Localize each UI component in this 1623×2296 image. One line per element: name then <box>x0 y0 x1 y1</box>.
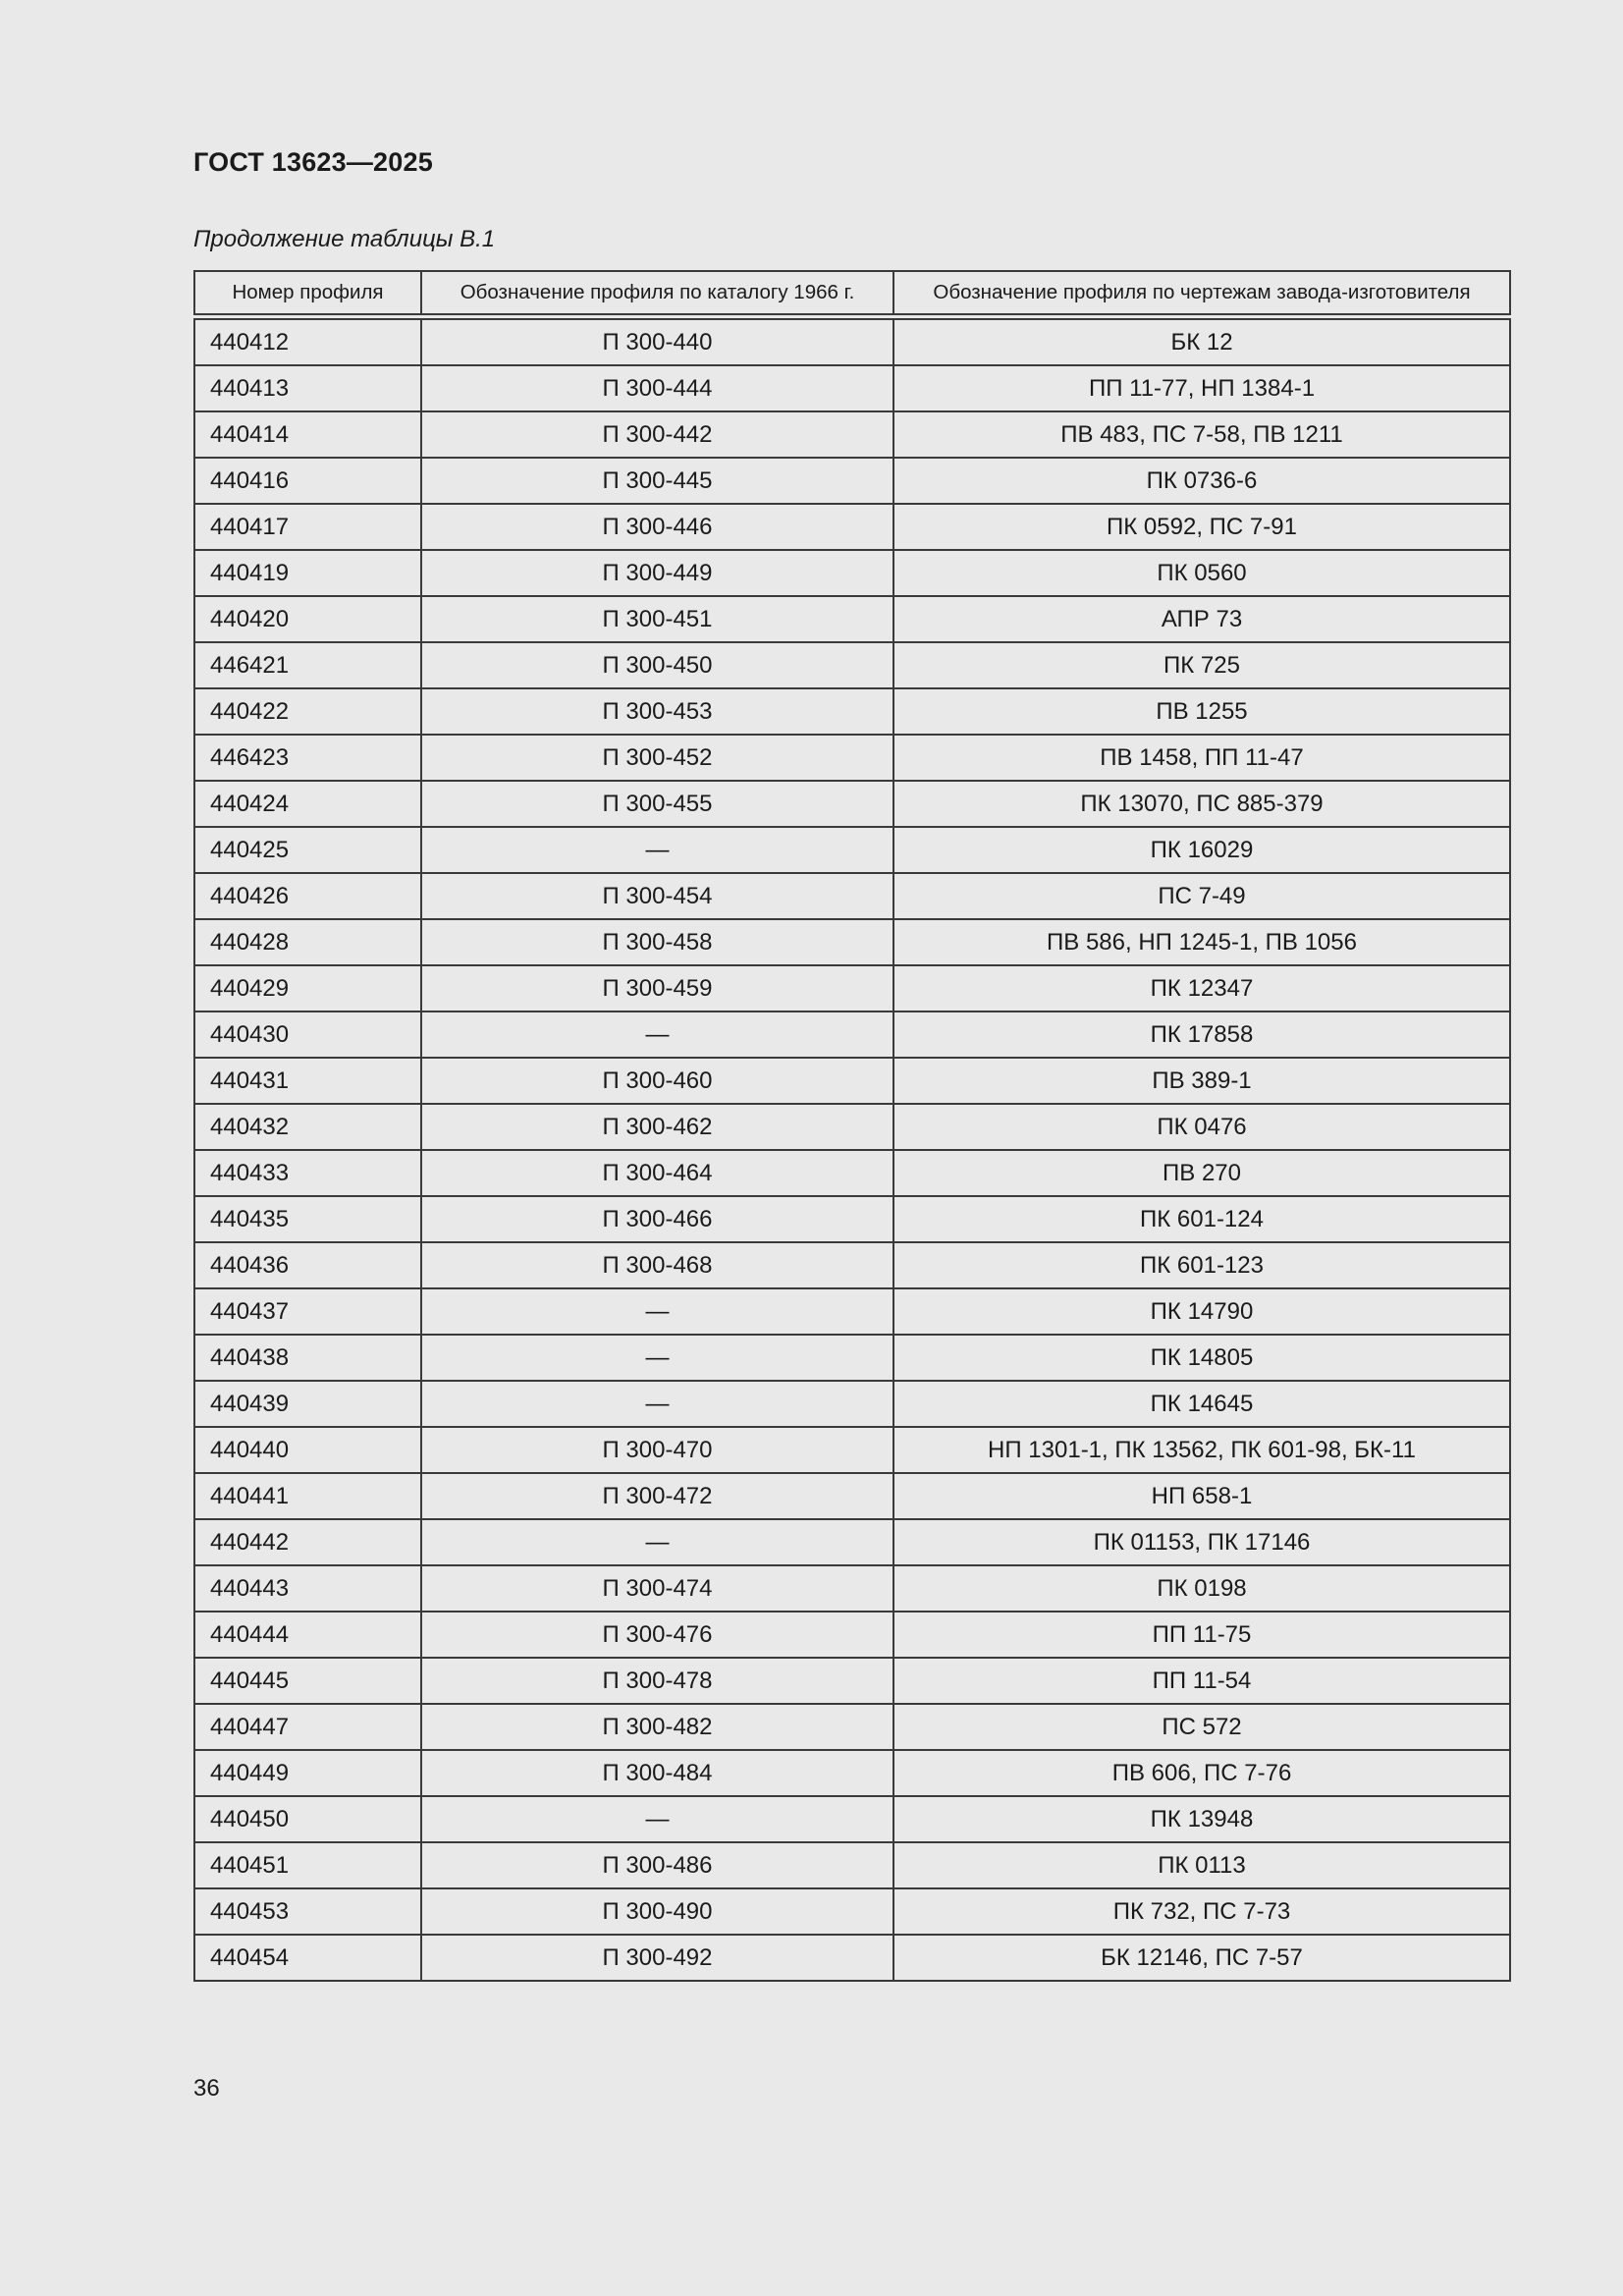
cell-profile-number: 440422 <box>194 688 421 735</box>
table-row <box>194 1058 1510 1104</box>
cell-profile-number: 440454 <box>194 1935 421 1981</box>
cell-drawing-designation: ПК 725 <box>893 642 1510 688</box>
cell-drawing-designation: ПК 13070, ПС 885-379 <box>893 781 1510 827</box>
cell-drawing-designation: ПК 14790 <box>893 1288 1510 1335</box>
cell-drawing-designation: БК 12 <box>893 319 1510 365</box>
cell-catalog-designation: — <box>421 1796 893 1842</box>
cell-drawing-designation: ПП 11-54 <box>893 1658 1510 1704</box>
table-row <box>194 411 1510 458</box>
cell-drawing-designation: ПК 0560 <box>893 550 1510 596</box>
cell-catalog-designation: П 300-442 <box>421 411 893 458</box>
cell-profile-number: 440440 <box>194 1427 421 1473</box>
cell-profile-number: 440450 <box>194 1796 421 1842</box>
cell-drawing-designation: АПР 73 <box>893 596 1510 642</box>
cell-catalog-designation: П 300-482 <box>421 1704 893 1750</box>
cell-catalog-designation: П 300-460 <box>421 1058 893 1104</box>
cell-profile-number: 440436 <box>194 1242 421 1288</box>
document-header: ГОСТ 13623—2025 <box>193 147 433 177</box>
cell-catalog-designation: П 300-462 <box>421 1104 893 1150</box>
table-row <box>194 1519 1510 1565</box>
table-row <box>194 1704 1510 1750</box>
cell-drawing-designation: ПС 7-49 <box>893 873 1510 919</box>
cell-profile-number: 440443 <box>194 1565 421 1612</box>
cell-catalog-designation: П 300-446 <box>421 504 893 550</box>
cell-profile-number: 440453 <box>194 1888 421 1935</box>
cell-catalog-designation: П 300-450 <box>421 642 893 688</box>
cell-profile-number: 440419 <box>194 550 421 596</box>
profile-table-container <box>193 270 1509 1982</box>
table-row <box>194 1196 1510 1242</box>
cell-profile-number: 440426 <box>194 873 421 919</box>
cell-drawing-designation: ПК 13948 <box>893 1796 1510 1842</box>
cell-profile-number: 440430 <box>194 1011 421 1058</box>
table-row <box>194 1565 1510 1612</box>
table-row <box>194 1288 1510 1335</box>
cell-catalog-designation: — <box>421 1519 893 1565</box>
table-row <box>194 965 1510 1011</box>
cell-drawing-designation: ПК 0476 <box>893 1104 1510 1150</box>
table-row <box>194 1796 1510 1842</box>
cell-catalog-designation: П 300-449 <box>421 550 893 596</box>
table-row <box>194 319 1510 365</box>
cell-catalog-designation: П 300-445 <box>421 458 893 504</box>
table-row <box>194 365 1510 411</box>
cell-profile-number: 440417 <box>194 504 421 550</box>
cell-profile-number: 440438 <box>194 1335 421 1381</box>
cell-catalog-designation: П 300-490 <box>421 1888 893 1935</box>
cell-profile-number: 440445 <box>194 1658 421 1704</box>
table-row <box>194 919 1510 965</box>
table-row <box>194 1104 1510 1150</box>
header-manufacturer-drawings: Обозначение профиля по чертежам завода-изготовителя <box>893 271 1510 314</box>
table-row <box>194 688 1510 735</box>
cell-profile-number: 440428 <box>194 919 421 965</box>
cell-catalog-designation: — <box>421 827 893 873</box>
cell-profile-number: 440437 <box>194 1288 421 1335</box>
table-row <box>194 827 1510 873</box>
cell-catalog-designation: П 300-440 <box>421 319 893 365</box>
cell-profile-number: 440424 <box>194 781 421 827</box>
cell-profile-number: 440413 <box>194 365 421 411</box>
table-row <box>194 1888 1510 1935</box>
cell-catalog-designation: П 300-452 <box>421 735 893 781</box>
cell-profile-number: 440447 <box>194 1704 421 1750</box>
cell-drawing-designation: ПК 0198 <box>893 1565 1510 1612</box>
cell-drawing-designation: НП 658-1 <box>893 1473 1510 1519</box>
cell-profile-number: 440414 <box>194 411 421 458</box>
cell-drawing-designation: ПК 732, ПС 7-73 <box>893 1888 1510 1935</box>
page-number: 36 <box>193 2075 220 2102</box>
cell-catalog-designation: — <box>421 1288 893 1335</box>
cell-drawing-designation: ПВ 270 <box>893 1150 1510 1196</box>
table-row <box>194 1658 1510 1704</box>
profile-table <box>193 270 1511 1982</box>
cell-catalog-designation: П 300-470 <box>421 1427 893 1473</box>
table-body <box>194 319 1510 1981</box>
table-row <box>194 1427 1510 1473</box>
cell-catalog-designation: П 300-454 <box>421 873 893 919</box>
cell-drawing-designation: ПК 601-124 <box>893 1196 1510 1242</box>
cell-drawing-designation: ПВ 1255 <box>893 688 1510 735</box>
cell-catalog-designation: П 300-451 <box>421 596 893 642</box>
cell-profile-number: 440444 <box>194 1612 421 1658</box>
table-row <box>194 1335 1510 1381</box>
cell-profile-number: 440416 <box>194 458 421 504</box>
cell-drawing-designation: ПК 16029 <box>893 827 1510 873</box>
cell-drawing-designation: ПК 17858 <box>893 1011 1510 1058</box>
cell-catalog-designation: П 300-453 <box>421 688 893 735</box>
cell-drawing-designation: ПП 11-75 <box>893 1612 1510 1658</box>
table-row <box>194 781 1510 827</box>
cell-profile-number: 440425 <box>194 827 421 873</box>
cell-drawing-designation: ПК 0592, ПС 7-91 <box>893 504 1510 550</box>
cell-catalog-designation: П 300-492 <box>421 1935 893 1981</box>
table-row <box>194 596 1510 642</box>
cell-catalog-designation: П 300-466 <box>421 1196 893 1242</box>
table-row <box>194 1750 1510 1796</box>
cell-catalog-designation: — <box>421 1335 893 1381</box>
cell-catalog-designation: П 300-474 <box>421 1565 893 1612</box>
cell-drawing-designation: ПВ 586, НП 1245-1, ПВ 1056 <box>893 919 1510 965</box>
table-row <box>194 873 1510 919</box>
table-row <box>194 1381 1510 1427</box>
cell-profile-number: 440420 <box>194 596 421 642</box>
cell-drawing-designation: ПС 572 <box>893 1704 1510 1750</box>
table-row <box>194 1011 1510 1058</box>
header-profile-number: Номер профиля <box>194 271 421 314</box>
cell-catalog-designation: П 300-458 <box>421 919 893 965</box>
table-row <box>194 1935 1510 1981</box>
cell-catalog-designation: — <box>421 1011 893 1058</box>
cell-profile-number: 440442 <box>194 1519 421 1565</box>
cell-catalog-designation: П 300-472 <box>421 1473 893 1519</box>
table-row <box>194 735 1510 781</box>
cell-profile-number: 446423 <box>194 735 421 781</box>
cell-drawing-designation: ПК 14805 <box>893 1335 1510 1381</box>
header-catalog-1966: Обозначение профиля по каталогу 1966 г. <box>421 271 893 314</box>
cell-drawing-designation: ПВ 389-1 <box>893 1058 1510 1104</box>
table-row <box>194 504 1510 550</box>
cell-catalog-designation: П 300-455 <box>421 781 893 827</box>
table-row <box>194 642 1510 688</box>
cell-catalog-designation: — <box>421 1381 893 1427</box>
cell-profile-number: 440432 <box>194 1104 421 1150</box>
cell-drawing-designation: ПП 11-77, НП 1384-1 <box>893 365 1510 411</box>
cell-drawing-designation: ПК 14645 <box>893 1381 1510 1427</box>
cell-catalog-designation: П 300-459 <box>421 965 893 1011</box>
table-header-row <box>194 271 1510 314</box>
cell-profile-number: 440435 <box>194 1196 421 1242</box>
cell-drawing-designation: ПК 0113 <box>893 1842 1510 1888</box>
table-row <box>194 550 1510 596</box>
cell-catalog-designation: П 300-484 <box>421 1750 893 1796</box>
cell-catalog-designation: П 300-464 <box>421 1150 893 1196</box>
cell-profile-number: 440412 <box>194 319 421 365</box>
cell-catalog-designation: П 300-486 <box>421 1842 893 1888</box>
cell-profile-number: 440433 <box>194 1150 421 1196</box>
cell-drawing-designation: ПК 01153, ПК 17146 <box>893 1519 1510 1565</box>
table-caption: Продолжение таблицы В.1 <box>193 226 496 252</box>
cell-profile-number: 440449 <box>194 1750 421 1796</box>
cell-catalog-designation: П 300-444 <box>421 365 893 411</box>
cell-catalog-designation: П 300-478 <box>421 1658 893 1704</box>
cell-profile-number: 440441 <box>194 1473 421 1519</box>
cell-catalog-designation: П 300-468 <box>421 1242 893 1288</box>
cell-drawing-designation: НП 1301-1, ПК 13562, ПК 601-98, БК-11 <box>893 1427 1510 1473</box>
table-row <box>194 1242 1510 1288</box>
cell-drawing-designation: ПВ 606, ПС 7-76 <box>893 1750 1510 1796</box>
cell-drawing-designation: ПВ 1458, ПП 11-47 <box>893 735 1510 781</box>
cell-profile-number: 440429 <box>194 965 421 1011</box>
table-row <box>194 1150 1510 1196</box>
cell-profile-number: 446421 <box>194 642 421 688</box>
cell-profile-number: 440439 <box>194 1381 421 1427</box>
table-row <box>194 1842 1510 1888</box>
cell-profile-number: 440431 <box>194 1058 421 1104</box>
table-row <box>194 1612 1510 1658</box>
cell-drawing-designation: БК 12146, ПС 7-57 <box>893 1935 1510 1981</box>
cell-drawing-designation: ПК 12347 <box>893 965 1510 1011</box>
cell-drawing-designation: ПВ 483, ПС 7-58, ПВ 1211 <box>893 411 1510 458</box>
table-row <box>194 1473 1510 1519</box>
cell-profile-number: 440451 <box>194 1842 421 1888</box>
cell-catalog-designation: П 300-476 <box>421 1612 893 1658</box>
cell-drawing-designation: ПК 0736-6 <box>893 458 1510 504</box>
cell-drawing-designation: ПК 601-123 <box>893 1242 1510 1288</box>
table-row <box>194 458 1510 504</box>
